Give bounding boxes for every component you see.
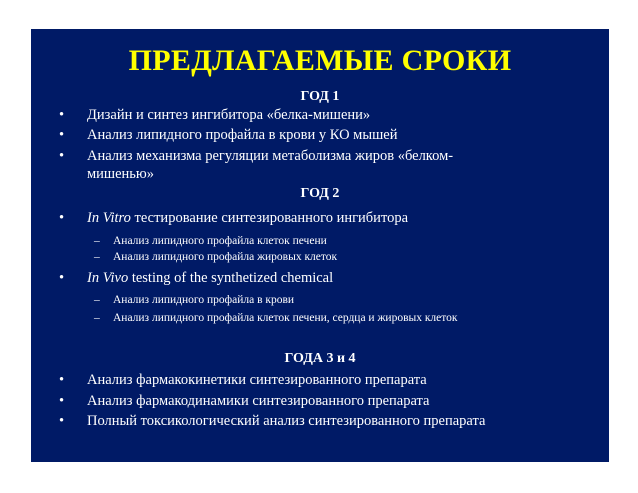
year34-bullet-3-text: Полный токсикологический анализ синтезированного препарата [87, 413, 486, 429]
bullet-icon: • [59, 148, 65, 164]
year1-heading: ГОД 1 [300, 89, 340, 104]
year1-bullet-3-text-continued: мишенью» [87, 166, 154, 182]
year2-bullet-1-rest: тестирование синтезированного ингибитора [130, 210, 409, 226]
dash-icon: – [94, 312, 100, 324]
slide [31, 29, 609, 462]
year2-bullet-2-italic: In Vivo [87, 270, 129, 286]
year1-bullet-3-text: Анализ механизма регуляции метаболизма жиров «белком- [87, 148, 454, 164]
bullet-icon: • [59, 107, 65, 123]
year2-sub-4-text: Анализ липидного профайла клеток печени, сердца и жировых клеток [113, 312, 458, 324]
bullet-icon: • [59, 210, 65, 226]
year1-bullet-1-text: Дизайн и синтез ингибитора «белка-мишени» [87, 107, 371, 123]
dash-icon: – [94, 235, 100, 247]
year2-sub-1-text: Анализ липидного профайла клеток печени [113, 235, 327, 247]
bullet-icon: • [59, 413, 65, 429]
year34-bullet-2-text: Анализ фармакодинамики синтезированного препарата [87, 393, 430, 409]
bullet-icon: • [59, 393, 65, 409]
bullet-icon: • [59, 270, 65, 286]
year34-bullet-1-text: Анализ фармакокинетики синтезированного препарата [87, 372, 427, 388]
year2-sub-3-text: Анализ липидного профайла в крови [113, 294, 295, 306]
year2-heading: ГОД 2 [300, 186, 340, 201]
year2-bullet-1-text [87, 210, 567, 227]
year1-bullet-2-text: Анализ липидного профайла в крови у КО мышей [87, 127, 398, 143]
year2-sub-2-text: Анализ липидного профайла жировых клеток [113, 251, 338, 263]
year2-bullet-2-rest: testing of the synthetized chemical [128, 270, 334, 286]
year34-heading: ГОДА 3 и 4 [284, 351, 356, 366]
bullet-icon: • [59, 372, 65, 388]
dash-icon: – [94, 251, 100, 263]
dash-icon: – [94, 294, 100, 306]
slide-title: ПРЕДЛАГАЕМЫЕ СРОКИ [128, 44, 512, 77]
bullet-icon: • [59, 127, 65, 143]
year2-bullet-2-text [87, 270, 567, 287]
year2-bullet-1-italic: In Vitro [87, 210, 131, 226]
